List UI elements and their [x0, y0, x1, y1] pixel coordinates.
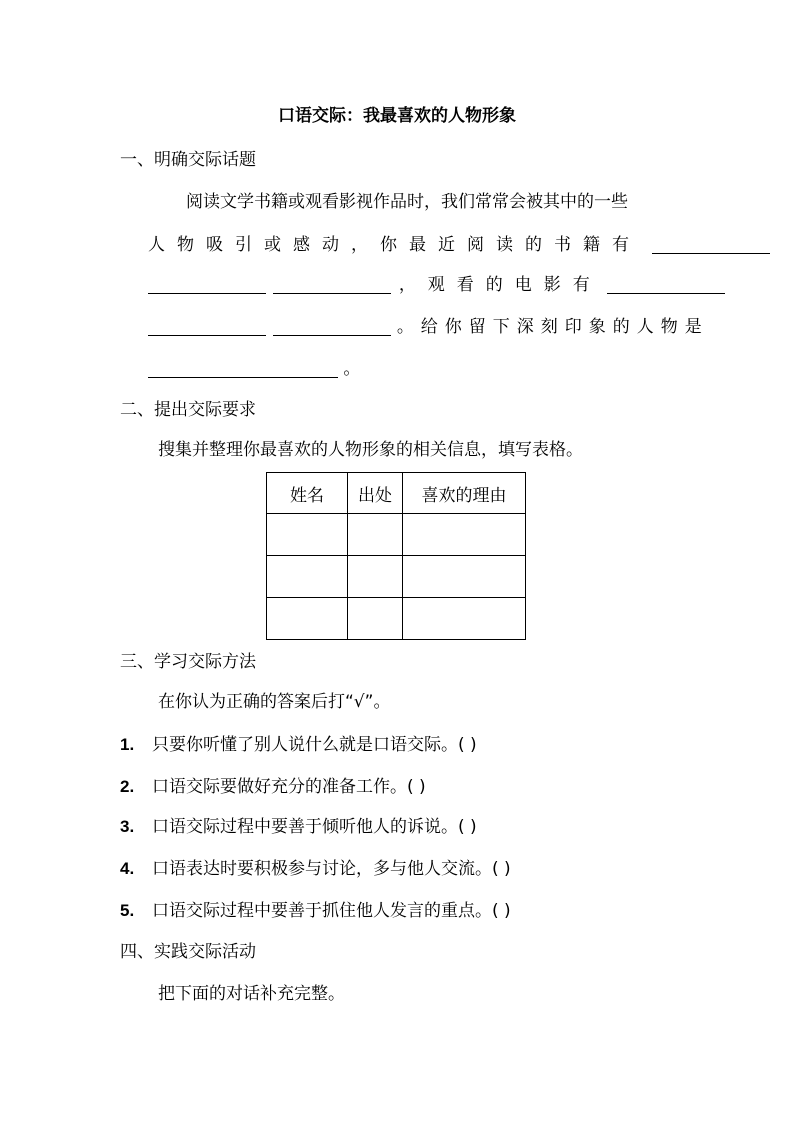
item-text: 口语表达时要积极参与讨论，多与他人交流。 [152, 859, 492, 879]
item-text: 口语交际要做好充分的准备工作。 [152, 777, 407, 797]
table-header-reason: 喜欢的理由 [403, 473, 526, 514]
movies-blank-3[interactable] [273, 318, 391, 336]
list-item [120, 818, 477, 836]
page-title: 口语交际：我最喜欢的人物形象 [278, 106, 516, 126]
table-cell-source[interactable] [348, 514, 403, 556]
item-text: 口语交际过程中要善于抓住他人发言的重点。 [152, 901, 492, 921]
item-number: 1. [120, 735, 135, 754]
table-cell-reason[interactable] [403, 556, 526, 598]
section-1-books-prompt: 人物吸引或感动，你最近阅读的书籍有 [148, 235, 641, 255]
section-1-paragraph-line-1: 阅读文学书籍或观看影视作品时，我们常常会被其中的一些 [186, 192, 628, 212]
item-number: 4. [120, 859, 135, 878]
books-blank-1[interactable] [652, 236, 770, 254]
section-2-heading: 二、提出交际要求 [120, 400, 256, 420]
section-1-period: 。 [343, 359, 361, 379]
answer-parentheses[interactable]: ( ) [492, 859, 511, 879]
books-blank-3[interactable] [273, 276, 391, 294]
item-text: 只要你听懂了别人说什么就是口语交际。 [152, 735, 458, 755]
table-cell-name[interactable] [267, 556, 348, 598]
item-text: 口语交际过程中要善于倾听他人的诉说。 [152, 817, 458, 837]
character-blank[interactable] [148, 360, 338, 378]
answer-parentheses[interactable]: ( ) [407, 777, 426, 797]
section-1-movies-prompt: ，观看的电影有 [398, 275, 602, 295]
table-header-name: 姓名 [267, 473, 348, 514]
table-header-row [267, 473, 526, 514]
table-cell-name[interactable] [267, 598, 348, 640]
section-1-heading: 一、明确交际话题 [120, 150, 256, 170]
section-1-paragraph-line-2 [148, 236, 770, 254]
section-2-instruction: 搜集并整理你最喜欢的人物形象的相关信息，填写表格。 [158, 440, 583, 460]
section-1-character-prompt: 。给你留下深刻印象的人物是 [396, 317, 709, 337]
answer-parentheses[interactable]: ( ) [458, 735, 477, 755]
movies-blank-1[interactable] [607, 276, 725, 294]
books-blank-2[interactable] [148, 276, 266, 294]
table-row [267, 598, 526, 640]
table-cell-source[interactable] [348, 598, 403, 640]
list-item [120, 902, 511, 920]
list-item [120, 778, 426, 796]
table-header-source: 出处 [348, 473, 403, 514]
table-cell-source[interactable] [348, 556, 403, 598]
section-1-paragraph-line-5 [148, 360, 360, 378]
list-item [120, 736, 477, 754]
table-cell-name[interactable] [267, 514, 348, 556]
table-cell-reason[interactable] [403, 514, 526, 556]
answer-parentheses[interactable]: ( ) [458, 817, 477, 837]
table-cell-reason[interactable] [403, 598, 526, 640]
table-row [267, 556, 526, 598]
section-3-instruction: 在你认为正确的答案后打“√”。 [158, 692, 391, 712]
section-4-heading: 四、实践交际活动 [120, 942, 256, 962]
section-1-paragraph-line-4 [148, 318, 709, 336]
answer-parentheses[interactable]: ( ) [492, 901, 511, 921]
character-info-table [266, 472, 526, 640]
item-number: 3. [120, 817, 135, 836]
movies-blank-2[interactable] [148, 318, 266, 336]
list-item [120, 860, 511, 878]
section-1-paragraph-line-3 [148, 276, 725, 294]
item-number: 2. [120, 777, 135, 796]
item-number: 5. [120, 901, 135, 920]
table-row [267, 514, 526, 556]
section-4-instruction: 把下面的对话补充完整。 [158, 984, 345, 1004]
section-3-heading: 三、学习交际方法 [120, 652, 256, 672]
